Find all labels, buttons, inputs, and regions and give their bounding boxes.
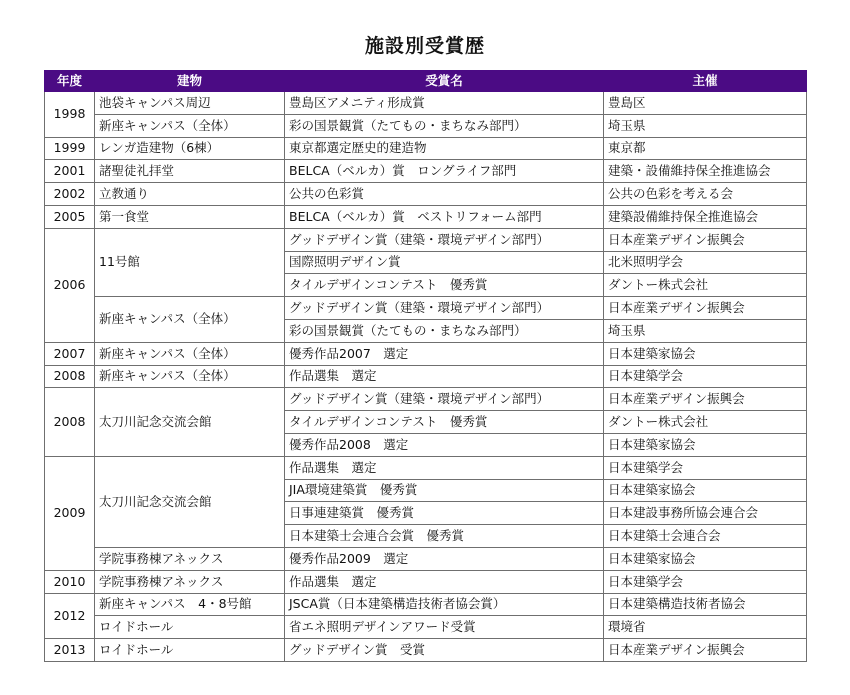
year-cell: 2009 (45, 456, 95, 570)
organizer-cell: 日本建築家協会 (604, 479, 807, 502)
organizer-cell: 豊島区 (604, 92, 807, 115)
organizer-cell: 公共の色彩を考える会 (604, 183, 807, 206)
organizer-cell: 日本産業デザイン振興会 (604, 297, 807, 320)
award-cell: グッドデザイン賞（建築・環境デザイン部門） (285, 297, 604, 320)
award-cell: 日本建築士会連合会賞 優秀賞 (285, 525, 604, 548)
award-cell: 彩の国景観賞（たてもの・まちなみ部門） (285, 114, 604, 137)
building-cell: ロイドホール (95, 616, 285, 639)
year-cell: 2008 (45, 388, 95, 456)
organizer-cell: ダントー株式会社 (604, 274, 807, 297)
year-cell: 2006 (45, 228, 95, 342)
organizer-cell: 建築・設備維持保全推進協会 (604, 160, 807, 183)
award-cell: 日事連建築賞 優秀賞 (285, 502, 604, 525)
table-row (45, 92, 807, 115)
organizer-cell: 日本建設事務所協会連合会 (604, 502, 807, 525)
building-cell: レンガ造建物（6棟） (95, 137, 285, 160)
table-row (45, 456, 807, 479)
award-cell: 国際照明デザイン賞 (285, 251, 604, 274)
page-title: 施設別受賞歴 (364, 35, 485, 57)
year-cell: 2013 (45, 639, 95, 662)
year-cell: 1998 (45, 92, 95, 138)
building-cell: 新座キャンパス（全体） (95, 297, 285, 343)
table-row (45, 114, 807, 137)
award-cell: 公共の色彩賞 (285, 183, 604, 206)
award-cell: 作品選集 選定 (285, 365, 604, 388)
award-cell: 豊島区アメニティ形成賞 (285, 92, 604, 115)
organizer-cell: 東京都 (604, 137, 807, 160)
award-cell: 作品選集 選定 (285, 570, 604, 593)
table-row (45, 365, 807, 388)
organizer-cell: 日本建築士会連合会 (604, 525, 807, 548)
organizer-cell: 日本建築学会 (604, 570, 807, 593)
award-cell: グッドデザイン賞（建築・環境デザイン部門） (285, 228, 604, 251)
building-cell: 立教通り (95, 183, 285, 206)
building-cell: 11号館 (95, 228, 285, 296)
award-cell: グッドデザイン賞（建築・環境デザイン部門） (285, 388, 604, 411)
header-building: 建物 (95, 71, 285, 92)
building-cell: 学院事務棟アネックス (95, 547, 285, 570)
building-cell: 新座キャンパス（全体） (95, 342, 285, 365)
building-cell: 太刀川記念交流会館 (95, 388, 285, 456)
organizer-cell: 日本建築学会 (604, 365, 807, 388)
award-cell: 優秀作品2008 選定 (285, 433, 604, 456)
header-award: 受賞名 (285, 71, 604, 92)
organizer-cell: 日本建築家協会 (604, 433, 807, 456)
header-year: 年度 (45, 71, 95, 92)
award-cell: 優秀作品2009 選定 (285, 547, 604, 570)
organizer-cell: 日本産業デザイン振興会 (604, 388, 807, 411)
table-row (45, 593, 807, 616)
building-cell: ロイドホール (95, 639, 285, 662)
table-row (45, 570, 807, 593)
award-cell: 省エネ照明デザインアワード受賞 (285, 616, 604, 639)
building-cell: 諸聖徒礼拝堂 (95, 160, 285, 183)
year-cell: 1999 (45, 137, 95, 160)
award-cell: BELCA（ベルカ）賞 ベストリフォーム部門 (285, 205, 604, 228)
building-cell: 学院事務棟アネックス (95, 570, 285, 593)
organizer-cell: 埼玉県 (604, 114, 807, 137)
table-row (45, 228, 807, 251)
year-cell: 2005 (45, 205, 95, 228)
table-row (45, 297, 807, 320)
organizer-cell: 建築設備維持保全推進協会 (604, 205, 807, 228)
award-cell: 作品選集 選定 (285, 456, 604, 479)
building-cell: 太刀川記念交流会館 (95, 456, 285, 547)
organizer-cell: 日本建築構造技術者協会 (604, 593, 807, 616)
building-cell: 新座キャンパス（全体） (95, 365, 285, 388)
table-row (45, 137, 807, 160)
award-cell: 東京都選定歴史的建造物 (285, 137, 604, 160)
table-row (45, 547, 807, 570)
awards-table (44, 70, 807, 662)
organizer-cell: 日本建築学会 (604, 456, 807, 479)
table-row (45, 183, 807, 206)
year-cell: 2007 (45, 342, 95, 365)
award-cell: 彩の国景観賞（たてもの・まちなみ部門） (285, 319, 604, 342)
building-cell: 池袋キャンパス周辺 (95, 92, 285, 115)
award-cell: 優秀作品2007 選定 (285, 342, 604, 365)
building-cell: 新座キャンパス（全体） (95, 114, 285, 137)
table-header-row (45, 71, 807, 92)
organizer-cell: 環境省 (604, 616, 807, 639)
table-row (45, 616, 807, 639)
award-cell: JSCA賞（日本建築構造技術者協会賞） (285, 593, 604, 616)
organizer-cell: 北米照明学会 (604, 251, 807, 274)
header-organizer: 主催 (604, 71, 807, 92)
organizer-cell: 日本建築家協会 (604, 342, 807, 365)
award-cell: グッドデザイン賞 受賞 (285, 639, 604, 662)
year-cell: 2001 (45, 160, 95, 183)
table-row (45, 342, 807, 365)
award-cell: タイルデザインコンテスト 優秀賞 (285, 274, 604, 297)
table-row (45, 639, 807, 662)
award-cell: タイルデザインコンテスト 優秀賞 (285, 411, 604, 434)
organizer-cell: 埼玉県 (604, 319, 807, 342)
building-cell: 第一食堂 (95, 205, 285, 228)
year-cell: 2012 (45, 593, 95, 639)
year-cell: 2010 (45, 570, 95, 593)
award-cell: JIA環境建築賞 優秀賞 (285, 479, 604, 502)
organizer-cell: 日本建築家協会 (604, 547, 807, 570)
organizer-cell: 日本産業デザイン振興会 (604, 639, 807, 662)
table-row (45, 205, 807, 228)
table-row (45, 160, 807, 183)
award-cell: BELCA（ベルカ）賞 ロングライフ部門 (285, 160, 604, 183)
organizer-cell: ダントー株式会社 (604, 411, 807, 434)
organizer-cell: 日本産業デザイン振興会 (604, 228, 807, 251)
year-cell: 2008 (45, 365, 95, 388)
building-cell: 新座キャンパス 4・8号館 (95, 593, 285, 616)
table-row (45, 388, 807, 411)
year-cell: 2002 (45, 183, 95, 206)
